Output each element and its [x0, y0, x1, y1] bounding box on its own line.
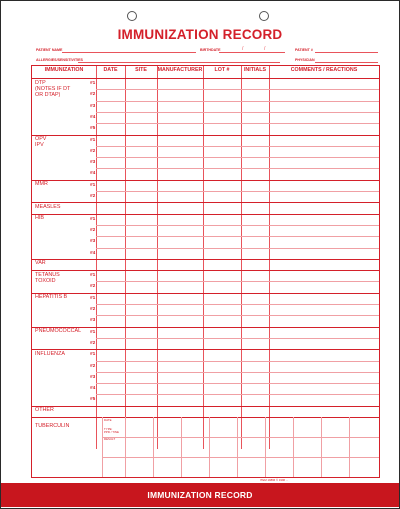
form-title: IMMUNIZATION RECORD — [117, 27, 283, 42]
tuberculin-label: DATE — [104, 418, 112, 422]
patient-name-line[interactable] — [62, 52, 196, 53]
allergies-label: ALLERGIES/SENSITIVITIES — [36, 58, 83, 62]
dose-row-line — [96, 101, 379, 102]
dose-number: #4 — [90, 114, 96, 120]
tuberculin-cell[interactable] — [181, 417, 182, 477]
vaccine-name: INFLUENZA — [35, 350, 65, 357]
dose-row-line — [96, 191, 379, 192]
vaccine-name: PNEUMOCOCCAL — [35, 328, 82, 335]
tuberculin-cell[interactable] — [125, 417, 126, 477]
vaccine-name: MMR — [35, 181, 48, 188]
footer-band — [1, 483, 399, 507]
dose-row-line — [96, 123, 379, 124]
dose-number: #2 — [90, 284, 96, 290]
tuberculin-cell[interactable] — [237, 417, 238, 477]
dose-number: #4 — [90, 171, 96, 177]
tuberculin-row-line — [102, 457, 379, 458]
dose-row-line — [96, 248, 379, 249]
dose-number: #3 — [90, 318, 96, 324]
birthdate-label: BIRTHDATE — [200, 48, 221, 52]
vaccine-divider — [32, 417, 379, 418]
allergies-line[interactable] — [78, 62, 280, 63]
patient-number-line[interactable] — [315, 52, 378, 53]
dose-number: #4 — [90, 386, 96, 392]
dose-number: #1 — [90, 352, 96, 358]
dose-number: #1 — [90, 329, 96, 335]
header-divider — [32, 78, 379, 79]
dose-row-line — [96, 281, 379, 282]
dose-number: #1 — [90, 81, 96, 86]
dose-number: #2 — [90, 307, 96, 312]
dose-number: #1 — [90, 182, 96, 188]
tuberculin-cell[interactable] — [153, 417, 154, 477]
dose-number: #3 — [90, 160, 96, 166]
dose-row-line — [96, 168, 379, 169]
form-footnote: ITEM 19896 © 1996 ... — [260, 478, 289, 482]
vaccine-divider — [32, 293, 379, 294]
dose-row-line — [96, 372, 379, 373]
vaccine-divider — [32, 214, 379, 215]
dose-number: #2 — [90, 227, 96, 233]
dose-number: #5 — [90, 126, 96, 132]
immunization-table — [31, 65, 380, 478]
dose-number: #2 — [90, 92, 96, 98]
physician-line[interactable] — [315, 62, 378, 63]
dose-number: #1 — [90, 216, 96, 222]
birthdate-slash-2: / — [264, 46, 266, 52]
column-header: DATE — [103, 67, 118, 73]
vaccine-divider — [32, 406, 379, 407]
vaccine-name: TETANUS TOXOID — [35, 271, 60, 284]
patient-number-label: PATIENT # — [295, 48, 313, 52]
dose-number: #2 — [90, 194, 96, 199]
dose-row-line — [96, 225, 379, 226]
tuberculin-cell[interactable] — [265, 417, 266, 477]
vaccine-divider — [32, 259, 379, 260]
birthdate-slash-1: / — [242, 46, 244, 52]
dose-number: #3 — [90, 103, 96, 109]
vaccine-name: OTHER — [35, 407, 54, 414]
vaccine-name: HEPATITIS B — [35, 294, 68, 301]
physician-label: PHYSICIAN — [295, 58, 315, 62]
dose-number: #3 — [90, 239, 96, 245]
vaccine-divider — [32, 349, 379, 350]
footer-title: IMMUNIZATION RECORD — [147, 490, 253, 500]
tuberculin-cell[interactable] — [321, 417, 322, 477]
vaccine-divider — [32, 327, 379, 328]
column-header: IMMUNIZATION — [44, 67, 84, 73]
vaccine-divider — [32, 180, 379, 181]
tuberculin-name: TUBERCULIN — [35, 423, 70, 429]
dose-row-line — [96, 394, 379, 395]
column-header: INITIALS — [243, 67, 267, 73]
tuberculin-label: RESULT — [104, 437, 116, 441]
dose-number: #2 — [90, 148, 96, 154]
birthdate-line[interactable] — [219, 52, 285, 53]
vaccine-divider — [32, 202, 379, 203]
column-header: SITE — [135, 67, 147, 73]
tuberculin-label: TYPE: PPD / TINE — [104, 426, 119, 434]
vaccine-name: HIB — [35, 215, 44, 222]
dose-row-line — [96, 338, 379, 339]
dose-number: #1 — [90, 273, 96, 279]
column-header: COMMENTS / REACTIONS — [290, 67, 358, 73]
dose-number: #1 — [90, 137, 96, 143]
vaccine-divider — [32, 135, 379, 136]
vaccine-name: DTP (NOTES IF DT OR DTAP) — [35, 79, 71, 98]
dose-row-line — [96, 157, 379, 158]
dose-row-line — [96, 146, 379, 147]
dose-number: #1 — [90, 295, 96, 301]
patient-name-label: PATIENT NAME — [36, 48, 63, 52]
dose-row-line — [96, 89, 379, 90]
tuberculin-row-line — [102, 437, 379, 438]
dose-row-line — [96, 236, 379, 237]
dose-row-line — [96, 361, 379, 362]
dose-number: #3 — [90, 374, 96, 380]
dose-row-line — [96, 315, 379, 316]
binder-hole-right — [259, 11, 269, 21]
vaccine-name: VAR — [35, 260, 46, 267]
tuberculin-cell[interactable] — [349, 417, 350, 477]
dose-number: #2 — [90, 363, 96, 369]
dose-row-line — [96, 112, 379, 113]
vaccine-name: OPV IPV — [35, 136, 47, 149]
tuberculin-cell[interactable] — [209, 417, 210, 477]
dose-row-line — [96, 304, 379, 305]
column-header: LOT # — [214, 67, 230, 73]
dose-number: #4 — [90, 250, 96, 256]
dose-number: #2 — [90, 340, 96, 346]
vaccine-divider — [32, 270, 379, 271]
dose-row-line — [96, 383, 379, 384]
column-header: MANUFACTURER — [157, 67, 203, 73]
dose-number: #5 — [90, 397, 96, 403]
vaccine-name: MEASLES — [35, 203, 61, 210]
tuberculin-cell[interactable] — [293, 417, 294, 477]
binder-hole-left — [127, 11, 137, 21]
tuberculin-divider — [102, 417, 103, 477]
